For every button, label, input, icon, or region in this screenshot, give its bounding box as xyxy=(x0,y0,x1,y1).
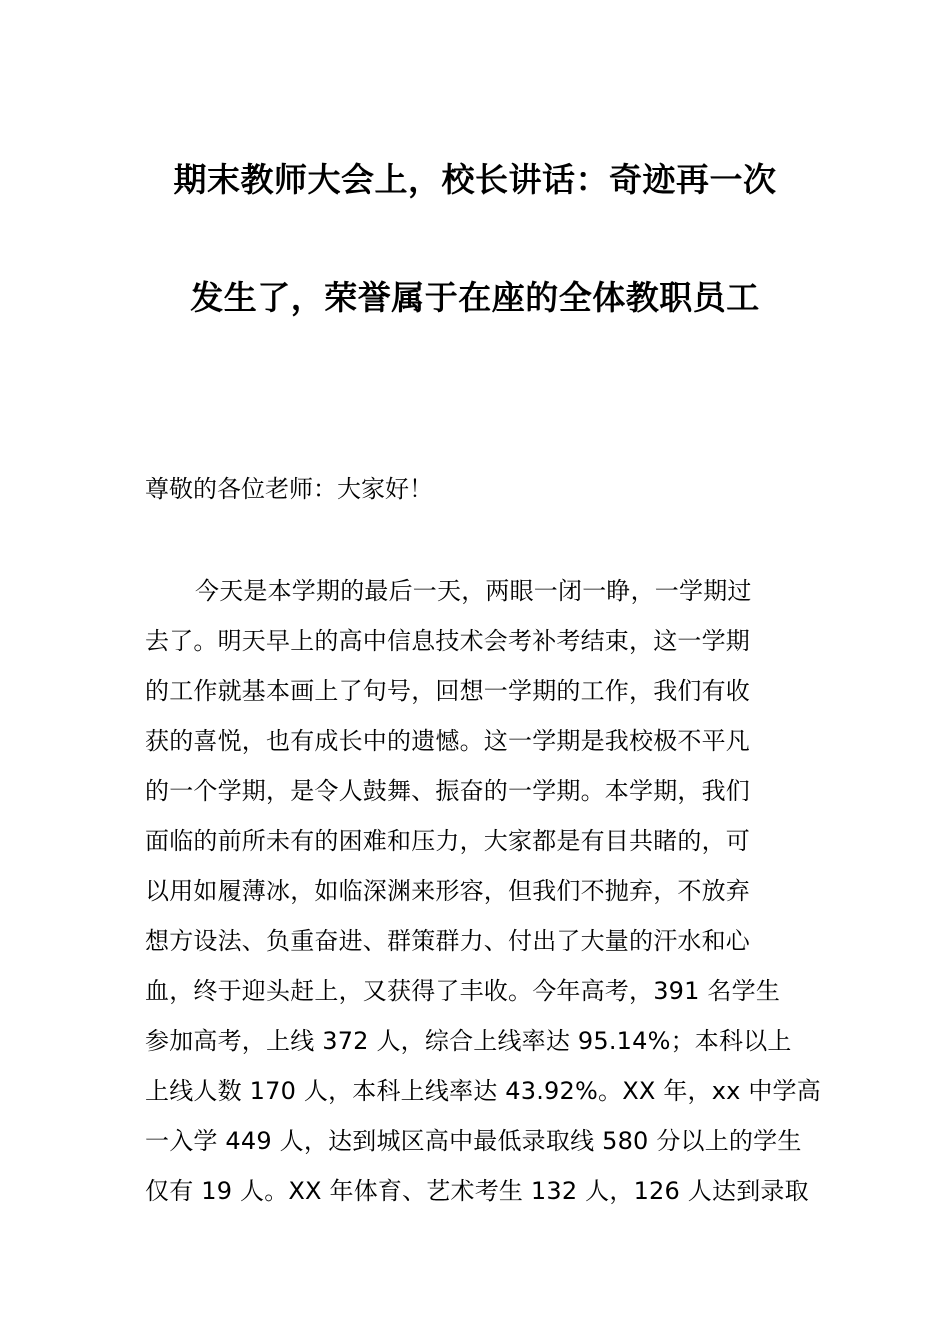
paragraph-line: 血，终于迎头赶上，又获得了丰收。今年高考，391 名学生 xyxy=(145,977,781,1005)
paragraph-line: 参加高考，上线 372 人，综合上线率达 95.14%；本科以上 xyxy=(145,1027,792,1055)
title-line-2: 发生了，荣誉属于在座的全体教职员工 xyxy=(190,278,760,317)
paragraph-line: 想方设法、负重奋进、群策群力、付出了大量的汗水和心 xyxy=(145,927,750,955)
paragraph-line: 一入学 449 人，达到城区高中最低录取线 580 分以上的学生 xyxy=(145,1127,802,1155)
paragraph-line: 面临的前所未有的困难和压力，大家都是有目共睹的，可 xyxy=(145,827,750,855)
paragraph-line: 以用如履薄冰，如临深渊来形容，但我们不抛弃，不放弃 xyxy=(145,877,750,905)
salutation: 尊敬的各位老师：大家好！ xyxy=(145,475,433,503)
paragraph-line: 今天是本学期的最后一天，两眼一闭一睁，一学期过 xyxy=(195,577,752,605)
paragraph-line: 获的喜悦，也有成长中的遗憾。这一学期是我校极不平凡 xyxy=(145,727,750,755)
body-paragraph xyxy=(145,566,821,1216)
paragraph-line: 上线人数 170 人，本科上线率达 43.92%。XX 年，xx 中学高 xyxy=(145,1077,821,1105)
paragraph-line: 去了。明天早上的高中信息技术会考补考结束，这一学期 xyxy=(145,627,750,655)
paragraph-line: 的一个学期，是令人鼓舞、振奋的一学期。本学期，我们 xyxy=(145,777,750,805)
paragraph-line: 仅有 19 人。XX 年体育、艺术考生 132 人，126 人达到录取 xyxy=(145,1177,809,1205)
title-line-1: 期末教师大会上，校长讲话：奇迹再一次 xyxy=(173,160,777,199)
paragraph-line: 的工作就基本画上了句号，回想一学期的工作，我们有收 xyxy=(145,677,750,705)
